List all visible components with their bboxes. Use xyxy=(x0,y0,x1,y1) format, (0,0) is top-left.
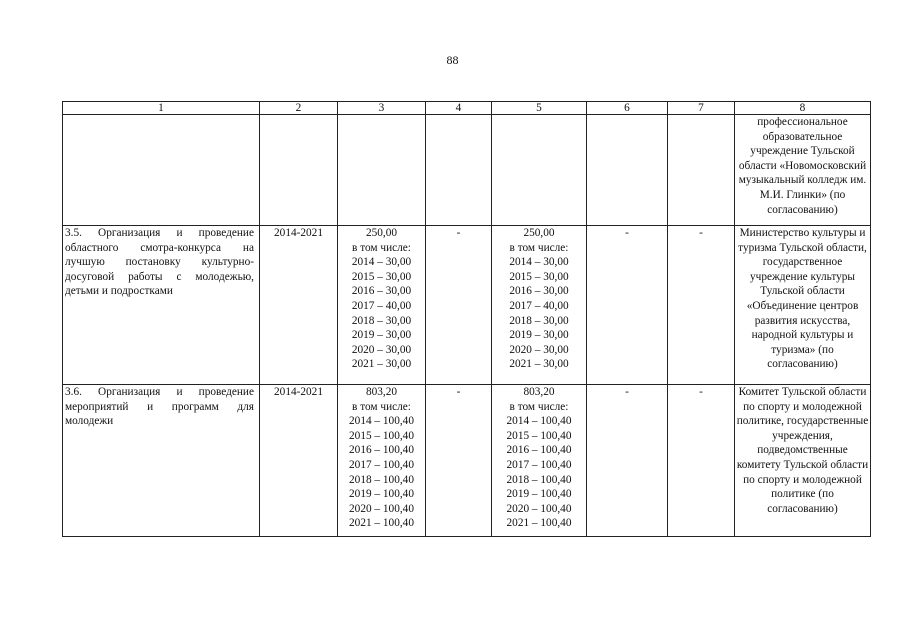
funding-line: 2017 – 100,40 xyxy=(349,458,414,471)
funding-line: в том числе: xyxy=(352,400,411,413)
funding-line: 2015 – 100,40 xyxy=(506,429,572,442)
total-funding-cell xyxy=(338,115,426,226)
column-4-cell: - xyxy=(426,385,492,537)
funding-line: 2020 – 100,40 xyxy=(349,502,414,515)
column-7-cell: - xyxy=(668,226,735,385)
funding-line: 2019 – 100,40 xyxy=(506,488,572,501)
column-7-cell xyxy=(668,115,735,226)
period-cell: 2014-2021 xyxy=(260,385,338,537)
funding-line: 2016 – 100,40 xyxy=(349,444,414,457)
funding-line: 2021 – 30,00 xyxy=(351,358,412,371)
funding-line: 2016 – 30,00 xyxy=(351,285,412,298)
column-6-cell: - xyxy=(587,385,668,537)
column-header: 3 xyxy=(338,102,426,115)
responsible-executor-cell: Комитет Тульской области по спорту и молодежной политике, государственные учреждения, подведомственные комитету Тульской области по спорту и молодежной политике (по согласованию) xyxy=(735,385,871,537)
column-header: 4 xyxy=(426,102,492,115)
program-table xyxy=(62,101,871,537)
activity-name-cell xyxy=(63,115,260,226)
total-funding-cell xyxy=(338,226,426,385)
column-6-cell: - xyxy=(587,226,668,385)
funding-line: в том числе: xyxy=(509,400,569,413)
activity-name-cell: 3.6. Организация и проведение мероприятий и программ для молодежи xyxy=(63,385,260,537)
funding-line: 2018 – 30,00 xyxy=(351,314,412,327)
funding-line: 2016 – 30,00 xyxy=(509,285,569,298)
funding-line: 2015 – 30,00 xyxy=(509,270,569,283)
responsible-executor-cell: Министерство культуры и туризма Тульской области, государственное учреждение культуры Тульской области «Объединение центров развития искусства, народной культуры и туризма» (по согласованию) xyxy=(735,226,871,385)
funding-line: 2015 – 30,00 xyxy=(351,270,412,283)
funding-line: 2014 – 30,00 xyxy=(509,256,569,269)
activity-name-cell: 3.5. Организация и проведение областного смотра-конкурса на лучшую постановку культурно-досуговой работы с молодежью, детьми и подростками xyxy=(63,226,260,385)
funding-source-cell xyxy=(492,385,587,537)
funding-line: 2018 – 30,00 xyxy=(509,314,569,327)
funding-line: 250,00 xyxy=(523,227,555,239)
column-header: 1 xyxy=(63,102,260,115)
funding-line: 803,20 xyxy=(365,386,398,398)
column-4-cell xyxy=(426,115,492,226)
funding-line: 2020 – 100,40 xyxy=(506,502,572,515)
funding-line: 2018 – 100,40 xyxy=(349,473,414,486)
funding-line: 2021 – 100,40 xyxy=(506,517,572,530)
column-number-row xyxy=(63,102,871,115)
column-header: 5 xyxy=(492,102,587,115)
funding-line: 803,20 xyxy=(523,386,555,398)
funding-line: 2021 – 100,40 xyxy=(349,517,414,530)
column-6-cell xyxy=(587,115,668,226)
funding-line: 2014 – 100,40 xyxy=(506,415,572,428)
funding-line: 2015 – 100,40 xyxy=(349,429,414,442)
column-4-cell: - xyxy=(426,226,492,385)
funding-line: 2017 – 40,00 xyxy=(351,299,412,312)
funding-line: в том числе: xyxy=(509,241,569,254)
funding-line: 2014 – 30,00 xyxy=(351,256,412,269)
funding-line: 2020 – 30,00 xyxy=(509,343,569,356)
funding-line: 2017 – 100,40 xyxy=(506,458,572,471)
page-number: 88 xyxy=(446,53,459,67)
column-7-cell: - xyxy=(668,385,735,537)
funding-line: 2018 – 100,40 xyxy=(506,473,572,486)
funding-line: 2017 – 40,00 xyxy=(509,299,569,312)
total-funding-cell xyxy=(338,385,426,537)
funding-line: 250,00 xyxy=(365,227,398,239)
responsible-executor-cell: профессиональное образовательное учреждение Тульской области «Новомосковский музыкальный колледж им. М.И. Глинки» (по согласованию) xyxy=(735,115,871,226)
column-header: 7 xyxy=(668,102,735,115)
funding-line: 2020 – 30,00 xyxy=(351,343,412,356)
table-row xyxy=(63,385,871,537)
table-row xyxy=(63,115,871,226)
column-header: 2 xyxy=(260,102,338,115)
funding-line: 2014 – 100,40 xyxy=(349,415,414,428)
funding-line: в том числе: xyxy=(352,241,411,254)
column-header: 8 xyxy=(735,102,871,115)
funding-line: 2021 – 30,00 xyxy=(509,358,569,371)
column-header: 6 xyxy=(587,102,668,115)
funding-source-cell xyxy=(492,115,587,226)
funding-source-cell xyxy=(492,226,587,385)
funding-line: 2016 – 100,40 xyxy=(506,444,572,457)
funding-line: 2019 – 30,00 xyxy=(509,329,569,342)
period-cell: 2014-2021 xyxy=(260,226,338,385)
funding-line: 2019 – 30,00 xyxy=(351,329,412,342)
funding-line: 2019 – 100,40 xyxy=(349,488,414,501)
period-cell xyxy=(260,115,338,226)
table-row xyxy=(63,226,871,385)
